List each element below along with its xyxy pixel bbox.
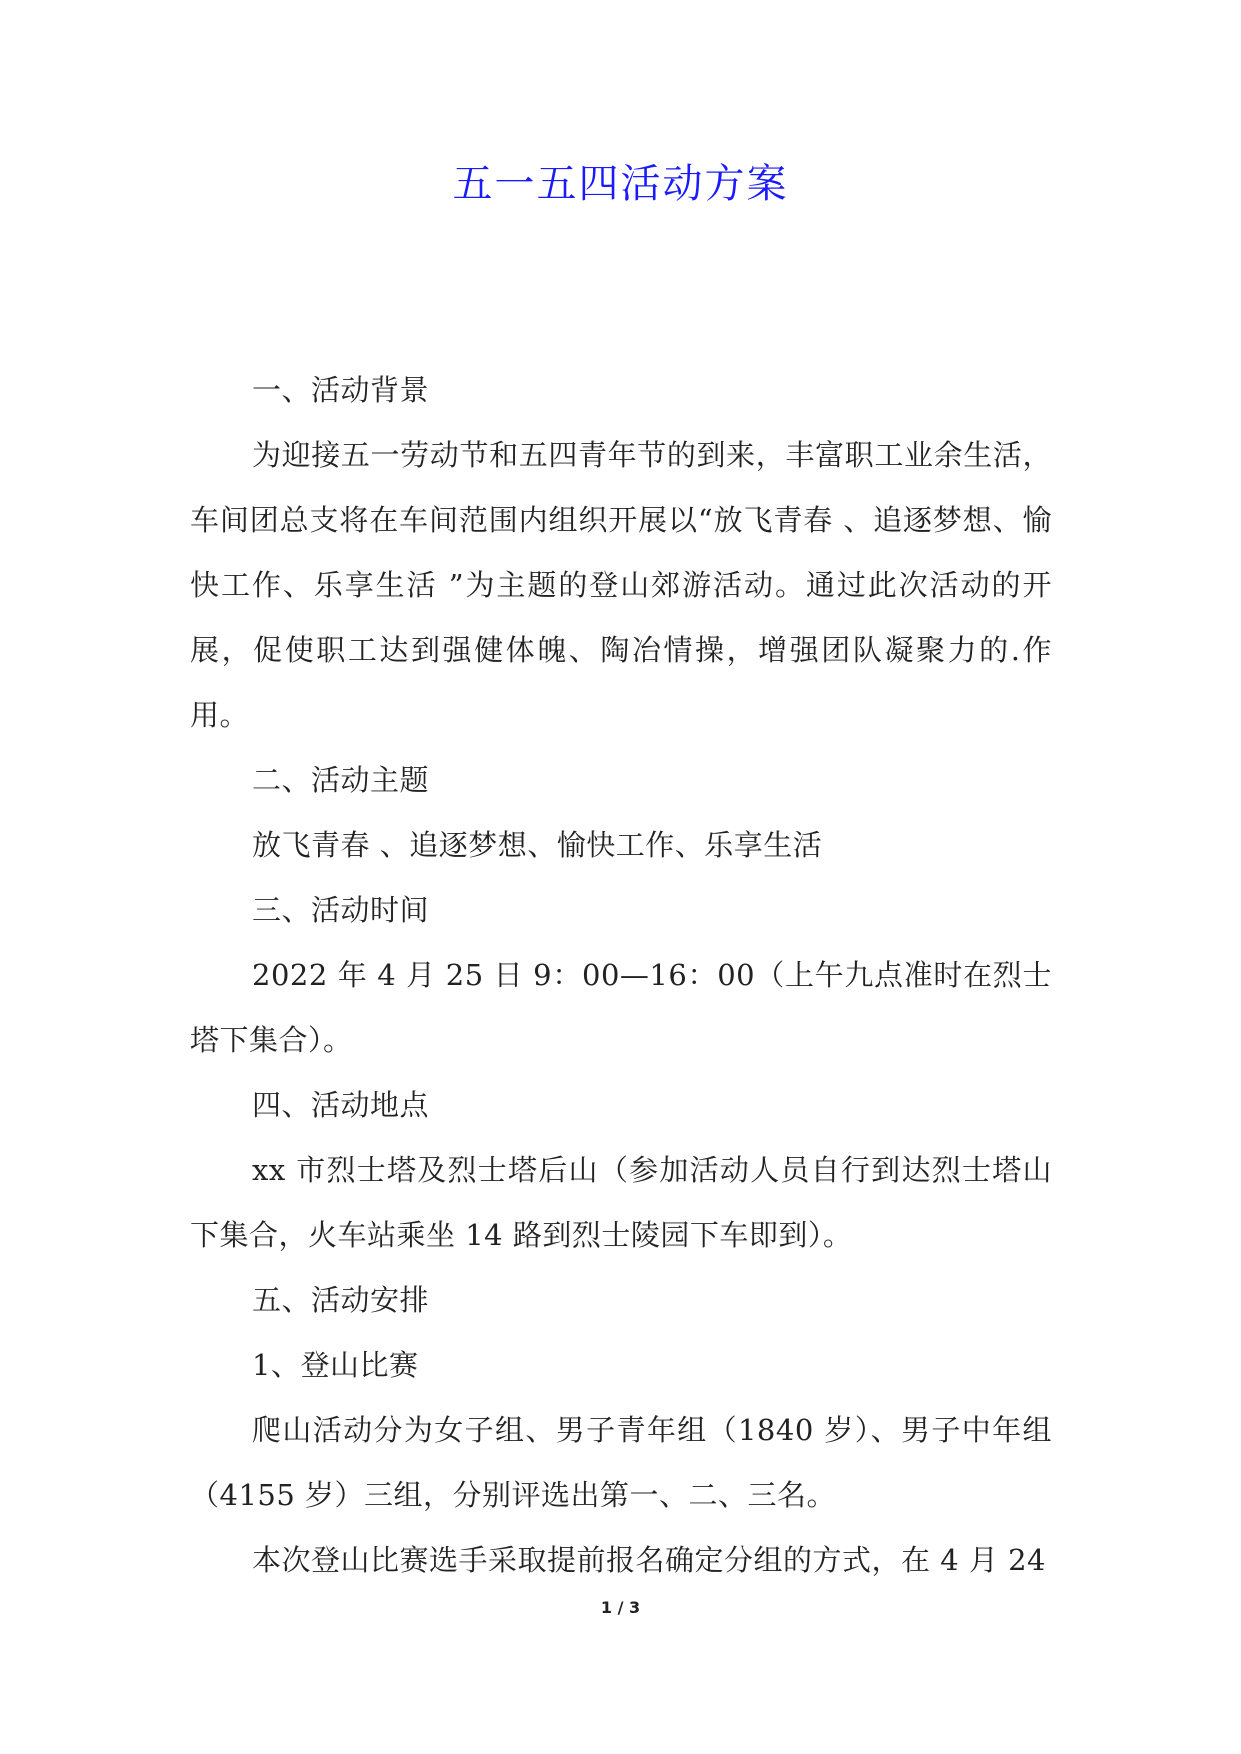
document-body [190,358,1052,1593]
page-number: 1 / 3 [600,1598,641,1617]
section-heading-time: 三、活动时间 [252,893,430,927]
subheading-climbing-contest: 1、登山比赛 [252,1348,419,1382]
paragraph-time: 2022 年 4 月 25 日 9：00—16：00（上午九点准时在烈士塔下集合）。 [190,958,1052,1057]
paragraph-location: xx 市烈士塔及烈士塔后山（参加活动人员自行到达烈士塔山下集合，火车站乘坐 14 路到烈士陵园下车即到）。 [190,1153,1052,1252]
section-heading-background: 一、活动背景 [252,373,430,407]
section-heading-theme: 二、活动主题 [252,763,430,797]
paragraph-background: 为迎接五一劳动节和五四青年节的到来，丰富职工业余生活，车间团总支将在车间范围内组织开展以“放飞青春 、追逐梦想、愉快工作、乐享生活 ”为主题的登山郊游活动。通过此次活动的开展，促使职工达到强健体魄、陶冶情操，增强团队凝聚力的.作用。 [190,438,1052,732]
paragraph-registration: 本次登山比赛选手采取提前报名确定分组的方式，在 4 月 24 [252,1543,1047,1577]
paragraph-theme: 放飞青春 、追逐梦想、愉快工作、乐享生活 [252,828,823,862]
section-heading-location: 四、活动地点 [252,1088,430,1122]
section-heading-arrangement: 五、活动安排 [252,1283,430,1317]
paragraph-groups: 爬山活动分为女子组、男子青年组（1840 岁）、男子中年组（4155 岁）三组，分别评选出第一、二、三名。 [190,1413,1052,1512]
document-title: 五一五四活动方案 [452,161,789,207]
